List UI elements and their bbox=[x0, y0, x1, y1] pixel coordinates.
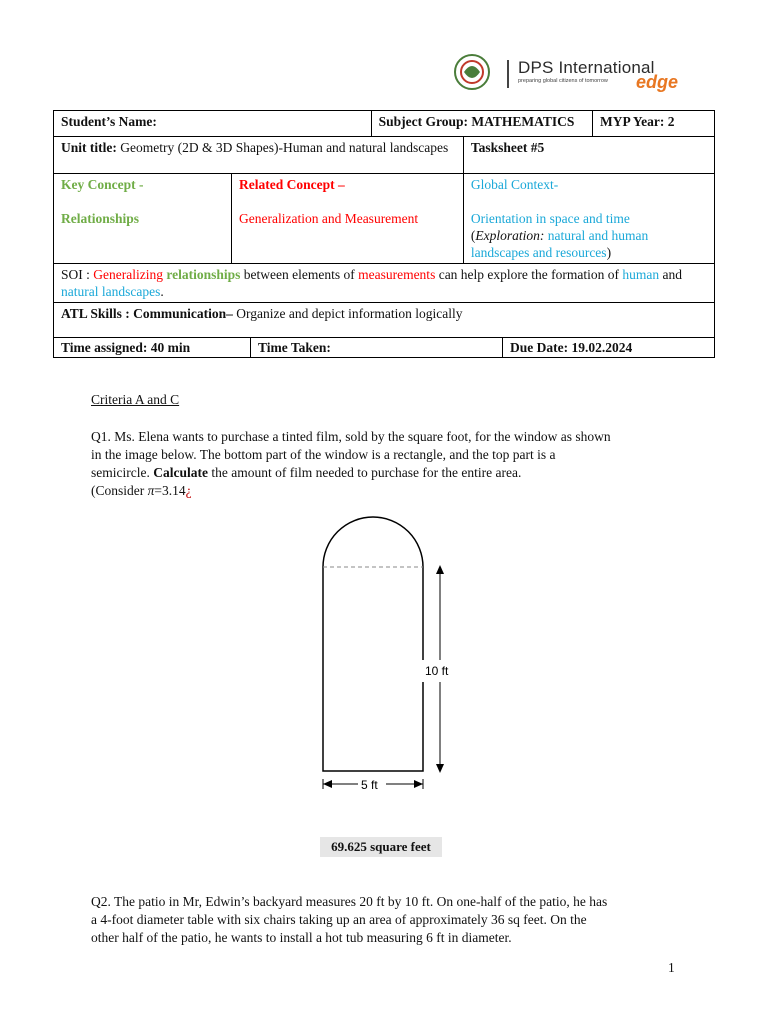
crest-icon bbox=[442, 48, 502, 98]
question-1 bbox=[91, 428, 611, 500]
time-taken: Time Taken: bbox=[258, 340, 331, 355]
inverted-question-mark: ¿ bbox=[185, 483, 192, 498]
student-name-cell bbox=[54, 111, 372, 137]
atl-cell bbox=[54, 303, 715, 338]
time-taken-cell bbox=[251, 338, 503, 357]
tasksheet-cell bbox=[463, 137, 714, 174]
subject-group-cell bbox=[371, 111, 592, 137]
height-label: 10 ft bbox=[425, 664, 449, 678]
q1-answer: 69.625 square feet bbox=[320, 837, 442, 857]
q1-line-3c: the amount of film needed to purchase for the entire area. bbox=[207, 465, 522, 480]
myp-year: MYP Year: 2 bbox=[600, 114, 675, 129]
subject-group-label: Subject Group: bbox=[378, 114, 468, 129]
global-context-label: Global Context- bbox=[470, 177, 559, 192]
global-context-cell bbox=[463, 174, 714, 264]
related-concept-label: Related Concept – bbox=[239, 177, 345, 192]
exploration-label: Exploration: bbox=[475, 228, 545, 243]
width-label: 5 ft bbox=[361, 778, 378, 792]
q1-line-3 bbox=[91, 464, 611, 482]
school-logo bbox=[440, 46, 705, 96]
soi-generalizing: Generalizing bbox=[93, 267, 163, 282]
key-concept-cell bbox=[54, 174, 232, 264]
soi-period: . bbox=[160, 284, 164, 299]
time-assigned: Time assigned: 40 min bbox=[61, 340, 191, 355]
soi-label: SOI : bbox=[61, 267, 94, 282]
logo-tagline: preparing global citizens of tomorrow bbox=[518, 78, 608, 84]
q1-line-3a: semicircle. bbox=[91, 465, 154, 480]
page-number: 1 bbox=[668, 960, 675, 975]
window-outline bbox=[323, 517, 423, 771]
key-concept-value: Relationships bbox=[61, 211, 140, 226]
key-concept-label: Key Concept - bbox=[61, 177, 144, 192]
q2-line-2: a 4-foot diameter table with six chairs taking up an area of approximately 36 sq feet. On the bbox=[91, 912, 587, 927]
q1-consider: (Consider bbox=[91, 483, 148, 498]
q2-line-3: other half of the patio, he wants to install a hot tub measuring 6 ft in diameter. bbox=[91, 930, 512, 945]
atl-label: ATL Skills : Communication– bbox=[61, 306, 233, 321]
task-header-table bbox=[53, 110, 715, 358]
student-name-label: Student’s Name: bbox=[61, 114, 157, 129]
logo-divider bbox=[507, 60, 509, 88]
soi-measurements: measurements bbox=[358, 267, 436, 282]
height-arrow-top bbox=[436, 565, 444, 574]
soi-relationships: relationships bbox=[166, 267, 241, 282]
tasksheet: Tasksheet #5 bbox=[470, 140, 545, 155]
soi-text-1: between elements of bbox=[240, 267, 359, 282]
q1-line-1: Q1. Ms. Elena wants to purchase a tinted film, sold by the square foot, for the window as shown bbox=[91, 429, 611, 444]
related-concept-value: Generalization and Measurement bbox=[239, 211, 419, 226]
width-arrow-left bbox=[323, 780, 332, 788]
pi-value: =3.14 bbox=[154, 483, 186, 498]
unit-title-label: Unit title: bbox=[61, 140, 117, 155]
height-arrow-bottom bbox=[436, 764, 444, 773]
myp-year-cell bbox=[593, 111, 715, 137]
soi-human: human bbox=[622, 267, 660, 282]
soi-text-2: can help explore the formation of bbox=[435, 267, 623, 282]
q1-calculate: Calculate bbox=[153, 465, 208, 480]
criteria-heading: Criteria A and C bbox=[91, 392, 180, 407]
exploration-close: ) bbox=[606, 245, 612, 260]
atl-value: Organize and depict information logically bbox=[232, 306, 463, 321]
window-figure bbox=[310, 510, 470, 820]
exploration-open: ( bbox=[470, 228, 476, 243]
logo-name: DPS International bbox=[518, 58, 655, 77]
q1-line-2: in the image below. The bottom part of the window is a rectangle, and the top part is a bbox=[91, 447, 556, 462]
time-assigned-cell bbox=[54, 338, 251, 357]
logo-edge: edge bbox=[636, 72, 679, 92]
q1-line-4 bbox=[91, 482, 611, 500]
pi-symbol: π bbox=[147, 483, 155, 498]
due-date: Due Date: 19.02.2024 bbox=[510, 340, 633, 355]
question-2 bbox=[91, 893, 607, 947]
unit-title-value: Geometry (2D & 3D Shapes)-Human and natural landscapes bbox=[120, 140, 449, 155]
subject-group-value: MATHEMATICS bbox=[471, 114, 575, 129]
soi-natural-landscapes: natural landscapes bbox=[61, 284, 161, 299]
global-context-value: Orientation in space and time bbox=[470, 211, 630, 226]
time-row-table bbox=[54, 338, 714, 357]
due-date-cell bbox=[503, 338, 715, 357]
time-row-cell bbox=[54, 338, 715, 358]
unit-title-cell bbox=[54, 137, 464, 174]
q2-line-1: Q2. The patio in Mr, Edwin’s backyard measures 20 ft by 10 ft. On one-half of the patio, he has bbox=[91, 894, 608, 909]
soi-text-3: and bbox=[659, 267, 683, 282]
related-concept-cell bbox=[232, 174, 464, 264]
exploration-value: natural and human landscapes and resources bbox=[470, 228, 649, 260]
soi-cell bbox=[54, 264, 715, 303]
width-arrow-right bbox=[414, 780, 423, 788]
